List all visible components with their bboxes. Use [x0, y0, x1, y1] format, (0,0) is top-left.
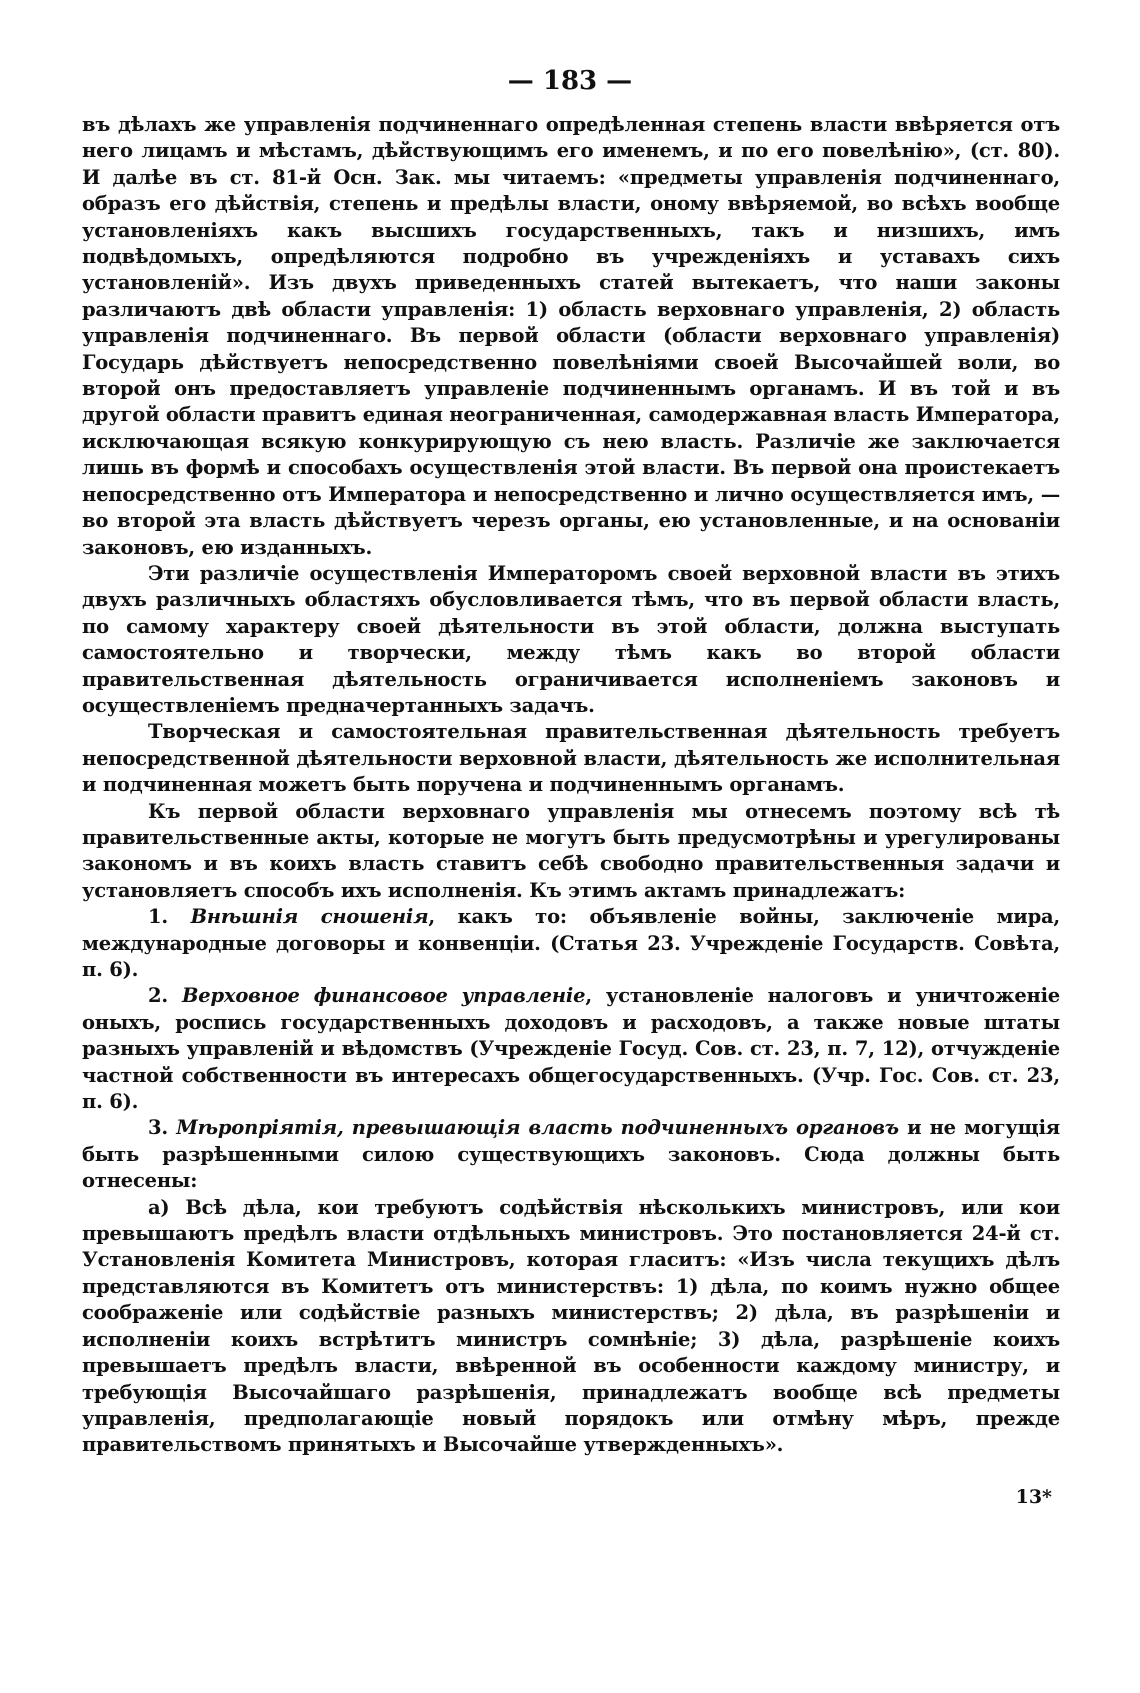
paragraph-continuation: въ дѣлахъ же управленія подчиненнаго опредѣленная степень власти ввѣряется отъ него лицамъ и мѣстамъ, дѣйствующимъ его именемъ, и по его повелѣнію», (ст. 80). И далѣе въ ст. 81-й Осн. Зак. мы читаемъ: «предметы управленія подчиненнаго, образъ его дѣйствія, степень и предѣлы власти, оному ввѣряемой, во всѣхъ вообще установленіяхъ какъ высшихъ государственныхъ, такъ и низшихъ, имъ подвѣдомыхъ, опредѣляются подробно въ учрежденіяхъ и уставахъ сихъ установленій». Изъ двухъ приведенныхъ статей вытекаетъ, что наши законы различаютъ двѣ области управленія: 1) область верховнаго управленія, 2) область управленія подчиненнаго. Въ первой области (области верховнаго управленія) Государь дѣйствуетъ непосредственно повелѣніями своей Высочайшей воли, во второй онъ предоставляетъ управленіе подчиненнымъ органамъ. И въ той и въ другой области правитъ единая неограниченная, самодержавная власть Императора, исключающая всякую конкурирующую съ нею власть. Различіе же заключается лишь въ формѣ и способахъ осуществленія этой власти. Въ первой она проистекаетъ непосредственно отъ Императора и непосредственно и лично осуществляется имъ, — во второй эта власть дѣйствуетъ черезъ органы, ею установленные, и на основаніи законовъ, ею изданныхъ.: [82, 113, 1061, 559]
item-text: , какъ то: объявленіе войны, заключеніе мира, международные договоры и конвенціи. (Статья 23. Учрежденіе Государств. Совѣта, п. 6).: [82, 905, 1061, 981]
item-number: 1.: [148, 905, 191, 929]
item-text: , установленіе налоговъ и уничтоженіе оныхъ, роспись государственныхъ доходовъ и расходовъ, а также новые штаты разныхъ управленій и вѣдомствъ (Учрежденіе Госуд. Сов. ст. 23, п. 7, 12), отчужденіе частной собственности въ интересахъ общегосударственныхъ. (Учр. Гос. Сов. ст. 23, п. 6).: [82, 984, 1061, 1114]
item-text: и не могущія быть разрѣшенными силою существующихъ законовъ. Сюда должны быть отнесены:: [82, 1116, 1061, 1193]
list-item-foreign-relations: [82, 904, 1060, 983]
paragraph-first-area: Къ первой области верховнаго управленія мы отнесемъ поэтому всѣ тѣ правительственные акты, которые не могутъ быть предусмотрѣны и урегулированы закономъ и въ коихъ власть ставитъ себѣ свободно правительственныя задачи и установляетъ способъ ихъ исполненія. Къ этимъ актамъ принадлежатъ:: [82, 799, 1060, 902]
item-number: 2.: [148, 984, 182, 1008]
paragraph-creative-activity: Творческая и самостоятельная правительственная дѣятельность требуетъ непосредственной дѣятельности верховной власти, дѣятельность же исполнительная и подчиненная можетъ быть поручена и подчиненнымъ органамъ.: [82, 720, 1060, 797]
item-label-finance: Верховное финансовое управленіе: [181, 984, 586, 1008]
body-text: [82, 112, 1060, 1459]
signature-mark: 13*: [1015, 1486, 1052, 1508]
item-label-foreign-relations: Внѣшнія сношенія: [190, 905, 429, 929]
list-item-finance: [82, 983, 1060, 1115]
paragraph-distinction: Эти различіе осуществленія Императоромъ своей верховной власти въ этихъ двухъ различныхъ областяхъ обусловливается тѣмъ, что въ первой области власть, по самому характеру своей дѣятельности въ этой области, должна выступать самостоятельно и творчески, между тѣмъ какъ во второй области правительственная дѣятельность ограничивается исполненіемъ законовъ и осуществленіемъ предначертанныхъ задачъ.: [82, 561, 1060, 717]
item-label-measures: Мѣропріятія, превышающія власть подчиненныхъ органовъ: [176, 1116, 899, 1140]
item-number: 3.: [148, 1116, 177, 1140]
sub-item-a: а) Всѣ дѣла, кои требуютъ содѣйствія нѣсколькихъ министровъ, или кои превышаютъ предѣлъ власти отдѣльныхъ министровъ. Это постановляется 24-й ст. Установленія Комитета Министровъ, которая гласитъ: «Изъ числа текущихъ дѣлъ представляются въ Комитетъ отъ министерствъ: 1) дѣла, по коимъ нужно общее соображеніе или содѣйствіе разныхъ министерствъ; 2) дѣла, въ разрѣшеніи и исполненіи коихъ встрѣтитъ министръ сомнѣніе; 3) дѣла, разрѣшеніе коихъ превышаетъ предѣлъ власти, ввѣренной въ особенности каждому министру, и требующія Высочайшаго разрѣшенія, принадлежатъ вообще всѣ предметы управленія, предполагающіе новый порядокъ или отмѣну мѣръ, прежде правительствомъ принятыхъ и Высочайше утвержденныхъ».: [82, 1195, 1060, 1457]
list-item-measures: [82, 1115, 1060, 1194]
page-number: — 183 —: [507, 66, 633, 96]
